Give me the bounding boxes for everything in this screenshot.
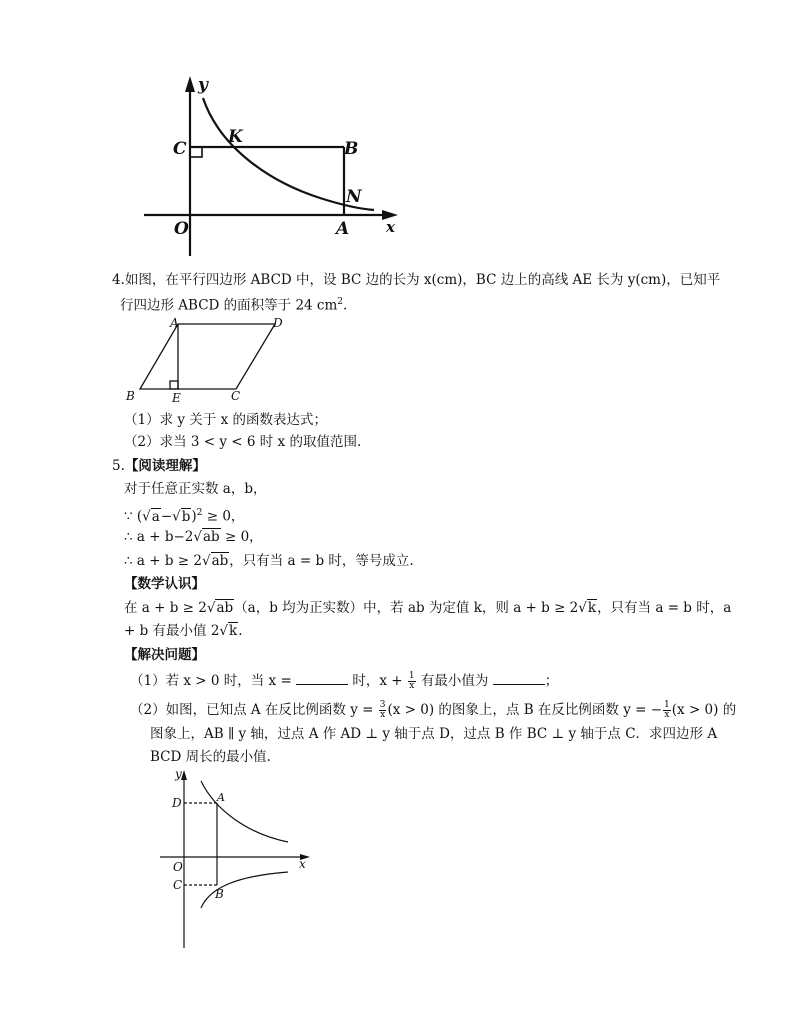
q5-because: ∵ $(√a-√b)^2 \ge 0$， [124,508,245,525]
figure-two-hyperbolas [160,766,320,952]
q4-number: 4. [112,272,125,288]
label-b: B [126,389,135,403]
label-x: x [299,857,306,871]
label-b: B [344,139,359,159]
label-x: x [386,218,395,236]
q4-line2: 行四边形 ABCD 的面积等于 24 $cm^2$. [120,297,348,314]
q5-therefore2: ∴ a + b ≥ 2√ab，只有当 a = b 时，等号成立. [124,553,414,569]
y-axis-arrow [185,76,195,92]
label-d: D [172,796,182,810]
label-c: C [173,139,187,159]
q5-line-any: 对于任意正实数 a，b， [124,481,267,497]
answer-blank-x[interactable] [296,670,348,685]
fraction-1-over-x: $\frac{1}{x}$ [408,671,415,691]
q4-line1 [112,270,720,290]
right-angle-mark [190,147,202,157]
q5-number: 5. [112,458,125,474]
q5-heading-read: 5.【阅读理解】 [112,458,206,474]
figure-parallelogram [120,314,300,406]
label-b: B [215,887,224,901]
q5-sub2-line3: BCD 周长的最小值. [150,749,271,765]
label-n: N [346,187,362,207]
label-y: y [175,767,182,781]
q5-math-line1: 在 a + b ≥ 2√ab（a，b 均为正实数）中，若 ab 为定值 k，则 a + b ≥ 2√k，只有当 a = b 时，a [124,600,732,616]
answer-blank-min[interactable] [493,670,545,685]
q5-sub1: （1）若 x > 0 时，当 x = 时，x + $\frac{1}{x}$ 有最小值为 ； [130,671,559,691]
right-angle-mark [170,381,178,389]
parallelogram-abcd [140,324,275,389]
label-y: y [198,75,208,95]
q5-sub2-line2: 图象上，AB ∥ y 轴，过点 A 作 AD ⊥ y 轴于点 D，过点 B 作 BC ⊥ y 轴于点 C．求四边形 A [150,726,718,742]
label-d: D [273,316,283,330]
label-o: O [173,860,183,874]
label-a: A [170,316,179,330]
q4-text-1: 如图，在平行四边形 ABCD 中，设 BC 边的长为 x(cm)，BC 边上的高线 AE 长为 y(cm)，已知平 [124,272,721,288]
figure-rectangle-hyperbola [140,70,410,260]
label-k: K [228,127,243,147]
label-a: A [336,219,350,239]
label-e: E [172,391,181,405]
hyperbola-3-over-x [201,781,288,842]
q5-math-line2: + b 有最小值 2√k. [124,623,243,639]
label-c: C [231,389,241,403]
label-a: A [217,791,225,804]
q5-heading-solve: 【解决问题】 [124,647,205,663]
q5-heading-math: 【数学认识】 [124,576,205,592]
q4-sub2: （2）求当 3 < y < 6 时 x 的取值范围. [124,434,362,450]
q5-therefore1: ∴ a + b−2√ab ≥ 0， [124,529,263,545]
label-o: O [174,219,189,239]
label-c: C [173,878,183,892]
q5-sub2-line1: （2）如图，已知点 A 在反比例函数 y = $\frac{3}{x}$ (x > 0) 的图象上，点 B 在反比例函数 y = − $\frac{1}{x}$ (x > 0) 的 [130,700,737,720]
q4-sub1: （1）求 y 关于 x 的函数表达式； [124,412,327,428]
